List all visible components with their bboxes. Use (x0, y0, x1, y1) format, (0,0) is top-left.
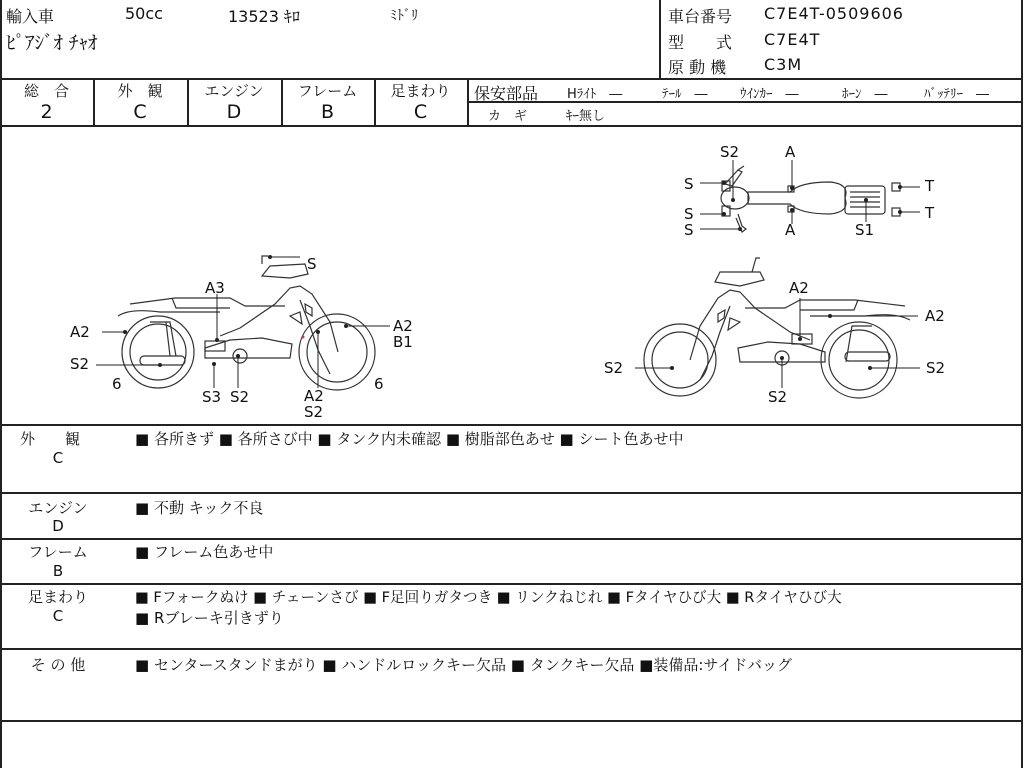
diagram-label: A2 (70, 323, 90, 341)
diagram-label: S2 (604, 359, 624, 377)
diagram-label: 6 (112, 375, 122, 393)
remark-category: エンジン (28, 499, 88, 517)
diagram-label: 6 (374, 375, 384, 393)
diagram-label: B1 (393, 333, 413, 351)
remark-category: そ の 他 (30, 656, 86, 674)
grade-label: 総 合 (23, 82, 69, 100)
diagram-label: S2 (926, 359, 946, 377)
diagram-label: S (307, 255, 317, 273)
remark-category: フレーム (28, 543, 88, 561)
type-label: 型 式 (668, 33, 733, 52)
engine-label: 原 動 機 (668, 58, 727, 77)
displacement: 50cc (125, 4, 163, 23)
header-divider (659, 0, 661, 78)
diagram-label: S (684, 221, 694, 239)
remark-text: ■ 各所きず ■ 各所さび中 ■ タンク内未確認 ■ 樹脂部色あせ ■ シート色あせ中 (135, 430, 684, 448)
diagram-label: A2 (925, 307, 945, 325)
diagram-label: A (785, 221, 796, 239)
diagram-label: A (785, 143, 796, 161)
grade-label: エンジン (204, 82, 264, 100)
safety-item-horn: ﾎｰﾝ ― (842, 87, 888, 102)
grade-value: C (133, 101, 147, 123)
grade-value: C (413, 101, 428, 123)
diagram-label: A2 (393, 317, 413, 335)
remark-grade: C (52, 607, 64, 625)
safety-label: 保安部品 (474, 84, 539, 103)
damage-diagram (0, 126, 1022, 424)
remark-text: ■ Fフォークぬけ ■ チェーンさび ■ F足回りガタつき ■ リンクねじれ ■ Fタイヤひび大 ■ Rタイヤひび大 (135, 589, 842, 606)
grade-label: 足まわり (390, 82, 451, 100)
remark-text: ■ フレーム色あせ中 (135, 543, 274, 561)
engine-value: C3M (764, 55, 803, 74)
remarks-divider (0, 648, 1023, 650)
diagram-label: S2 (304, 403, 324, 421)
diagram-label: A2 (789, 279, 809, 297)
diagram-label: S (684, 175, 694, 193)
diagram-label: S1 (855, 221, 875, 239)
diagram-label: S2 (720, 143, 740, 161)
remark-grade: B (52, 562, 64, 580)
import-type: 輸入車 (6, 7, 55, 26)
right-view-bike (644, 258, 910, 398)
remark-category: 外 観 (19, 430, 80, 448)
diagram-label: A2 (304, 387, 324, 405)
safety-item-headlight: Hﾗｲﾄ ― (567, 87, 623, 102)
remarks-divider (0, 720, 1023, 722)
grade-value: B (320, 101, 335, 123)
grade-col-divider (467, 78, 469, 126)
chassis-value: C7E4T-0509606 (764, 4, 904, 23)
chassis-label: 車台番号 (668, 7, 733, 26)
safety-item-winker: ｳｲﾝｶｰ ― (740, 87, 799, 102)
remark-text: ■ 不動 キック不良 (135, 499, 264, 517)
grade-label: フレーム (297, 82, 358, 100)
left-view-bike (118, 256, 375, 390)
safety-item-tail: ﾃｰﾙ ― (662, 87, 708, 102)
remark-grade: D (52, 517, 64, 535)
grade-value: D (226, 101, 242, 123)
diagram-label: S2 (70, 355, 90, 373)
grade-label: 外 観 (117, 82, 163, 100)
safety-item-battery: ﾊﾞｯﾃﾘｰ ― (924, 87, 990, 102)
remark-grade: C (52, 449, 64, 467)
remarks-divider (0, 492, 1023, 494)
model-name: ﾋﾟｱｼﾞｵ ﾁｬｵ (6, 32, 98, 54)
diagram-bottom-line (0, 424, 1023, 426)
remarks-divider (0, 538, 1023, 540)
remark-text: ■ Rブレーキ引きずり (135, 609, 284, 627)
mileage: 13523 ｷﾛ (228, 7, 300, 26)
diagram-label: S3 (202, 388, 222, 406)
key-value: ｷｰ無し (566, 109, 606, 124)
diagram-label: S (684, 205, 694, 223)
grade-value: 2 (40, 101, 53, 123)
type-value: C7E4T (764, 30, 821, 49)
diagram-label: S2 (230, 388, 250, 406)
remark-category: 足まわり (27, 588, 88, 606)
diagram-label: T (925, 204, 935, 222)
color: ﾐﾄﾞﾘ (390, 8, 418, 24)
diagram-label: T (925, 177, 935, 195)
remarks-divider (0, 583, 1023, 585)
key-label: カ ギ (488, 109, 528, 124)
diagram-label: A3 (205, 279, 225, 297)
diagram-label: S2 (768, 388, 788, 406)
remark-text: ■ センタースタンドまがり ■ ハンドルロックキー欠品 ■ タンクキー欠品 ■装備品:サイドバッグ (135, 656, 793, 674)
